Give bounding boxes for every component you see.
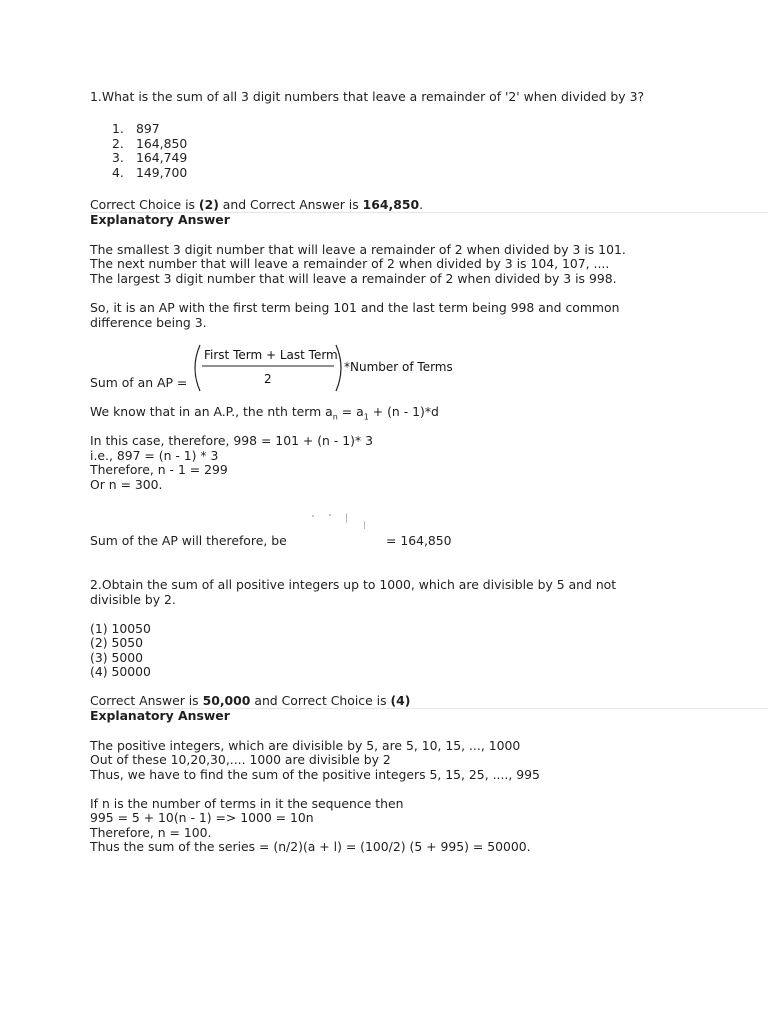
subscript-n: n [332,412,338,422]
q1-option-number: 2. [112,136,124,151]
q2-option: (2) 5050 [90,635,144,650]
nth-term-text: = a [337,404,364,419]
q1-explanation-line: The next number that will leave a remainder of 2 when divided by 3 is 104, 107, .... [90,256,610,271]
q1-option-number: 3. [112,150,124,165]
q2-explanation-line: If n is the number of terms in it the sequence then [90,796,404,811]
q2-option: (1) 10050 [90,621,151,636]
q1-option-number: 4. [112,165,124,180]
q1-explanatory-heading: Explanatory Answer [90,212,230,227]
q1-nth-term-line [90,405,439,424]
sum-result-value: = 164,850 [386,533,452,548]
q1-option-text: 164,850 [136,136,188,151]
q1-explanation-line: difference being 3. [90,315,207,330]
q2-option: (3) 5000 [90,650,144,665]
nth-term-text: We know that in an A.P., the nth term a [90,404,333,419]
image-fragment [329,514,331,516]
q1-explanation-line: The largest 3 digit number that will leave a remainder of 2 when divided by 3 is 998. [90,271,617,286]
q1-option-text: 897 [136,121,160,136]
subscript-1: 1 [363,412,369,422]
q1-step-line: Therefore, n - 1 = 299 [90,462,228,477]
nth-term-text: + (n - 1)*d [368,404,439,419]
image-fragment [364,521,365,529]
q2-explanation-line: Thus the sum of the series = (n/2)(a + l) = (100/2) (5 + 995) = 50000. [90,839,531,854]
answer-text: and Correct Answer is [218,197,363,212]
q1-option-text: 149,700 [136,165,188,180]
answer-text: Correct Choice is [90,197,199,212]
q2-explanation-line: Out of these 10,20,30,.... 1000 are divisible by 2 [90,752,391,767]
q1-step-line: In this case, therefore, 998 = 101 + (n - 1)* 3 [90,433,373,448]
correct-choice-value: (2) [198,197,219,212]
q1-explanation-line: So, it is an AP with the first term being 101 and the last term being 998 and common [90,300,620,315]
formula-suffix: *Number of Terms [344,360,453,374]
formula-numerator: First Term + Last Term [204,348,338,362]
answer-text: Correct Answer is [90,693,203,708]
q1-step-line: Or n = 300. [90,477,163,492]
q2-correct-answer-line [90,694,410,708]
q2-explanation-line: 995 = 5 + 10(n - 1) => 1000 = 10n [90,810,314,825]
correct-answer-value: 50,000 [202,693,251,708]
q1-explanation-line: The smallest 3 digit number that will leave a remainder of 2 when divided by 3 is 101. [90,242,626,257]
answer-text: and Correct Choice is [250,693,391,708]
answer-text: . [419,197,424,212]
q2-question: divisible by 2. [90,592,176,607]
correct-answer-value: 164,850 [362,197,420,212]
q1-option-text: 164,749 [136,150,188,165]
sum-result-label: Sum of the AP will therefore, be [90,533,287,548]
formula-denominator: 2 [264,372,272,386]
q2-explanation-line: The positive integers, which are divisible by 5, are 5, 10, 15, ..., 1000 [90,738,521,753]
sum-ap-label: Sum of an AP = [90,375,188,390]
image-fragment [312,515,314,517]
q2-explanation-line: Thus, we have to find the sum of the positive integers 5, 15, 25, ...., 995 [90,767,540,782]
q1-question: 1.What is the sum of all 3 digit numbers that leave a remainder of '2' when divided by 3? [90,89,645,104]
q1-step-line: i.e., 897 = (n - 1) * 3 [90,448,219,463]
q1-option-number: 1. [112,121,124,136]
q2-option: (4) 50000 [90,664,151,679]
q2-question: 2.Obtain the sum of all positive integers up to 1000, which are divisible by 5 and not [90,577,617,592]
correct-choice-value: (4) [390,693,411,708]
image-fragment [346,513,347,523]
q2-explanatory-heading: Explanatory Answer [90,708,230,723]
q1-correct-answer-line [90,198,423,212]
q2-explanation-line: Therefore, n = 100. [90,825,212,840]
sum-formula-image [192,344,462,392]
